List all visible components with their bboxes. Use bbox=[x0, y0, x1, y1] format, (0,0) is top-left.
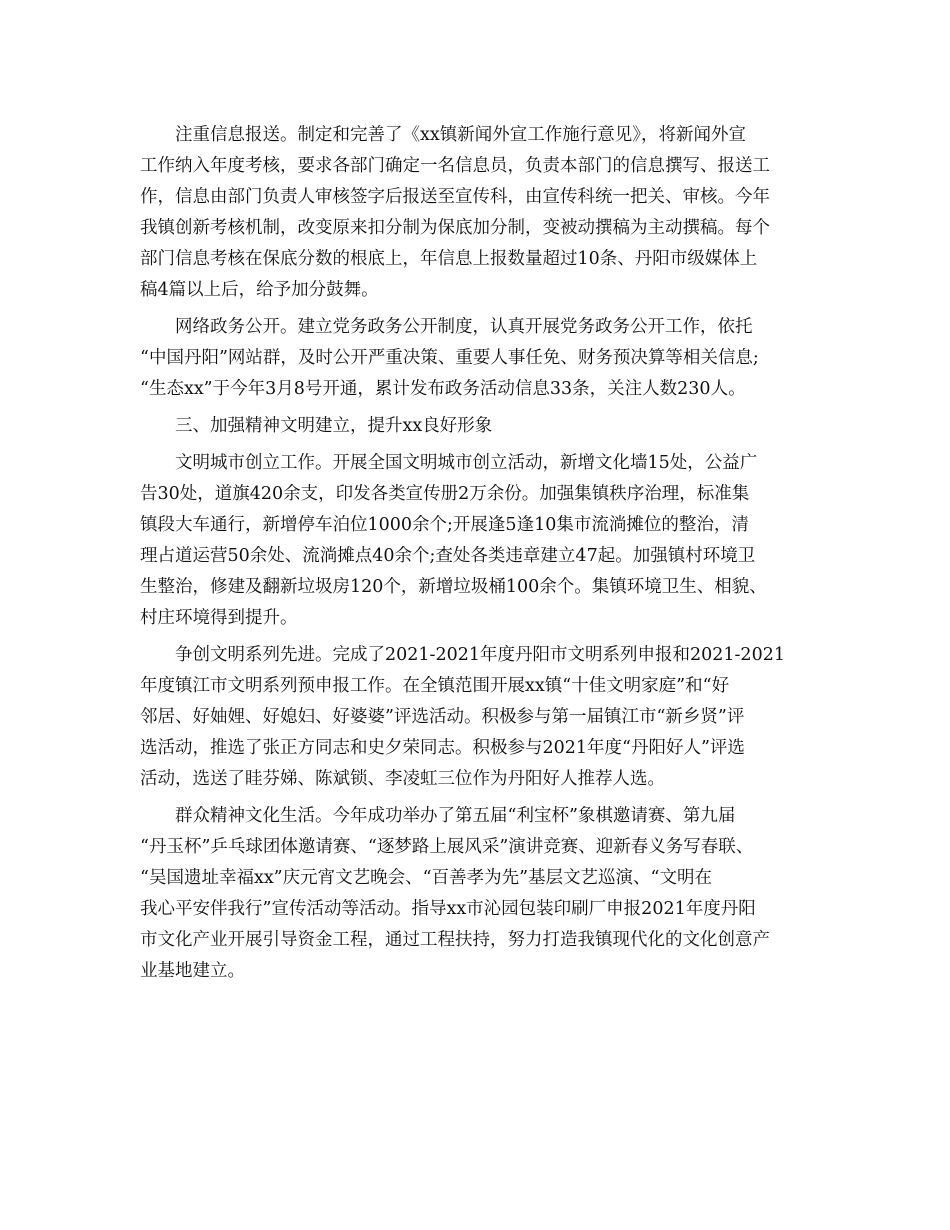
text-line: 工作纳入年度考核，要求各部门确定一名信息员，负责本部门的信息撰写、报送工 bbox=[140, 156, 770, 176]
text-line: 我镇创新考核机制，改变原来扣分制为保底加分制，变被动撰稿为主动撰稿。每个 bbox=[140, 218, 770, 238]
text-line: 年度镇江市文明系列预申报工作。在全镇范围开展xx镇“十佳文明家庭”和“好 bbox=[140, 676, 730, 696]
text-line: 文明城市创立工作。开展全国文明城市创立活动，新增文化墙15处，公益广 bbox=[175, 453, 758, 473]
text-line: 活动，选送了眭芬娣、陈斌锁、李凌虹三位作为丹阳好人推荐人选。 bbox=[140, 769, 665, 789]
text-line: 村庄环境得到提升。 bbox=[140, 608, 298, 628]
text-line: 我心平安伴我行”宣传活动等活动。指导xx市沁园包装印刷厂申报2021年度丹阳 bbox=[140, 899, 756, 919]
text-line: 网络政务公开。建立党务政务公开制度，认真开展党务政务公开工作，依托 bbox=[175, 317, 753, 337]
paragraph-civilization-series bbox=[140, 640, 810, 795]
text-line: 选活动，推选了张正方同志和史夕荣同志。积极参与2021年度“丹阳好人”评选 bbox=[140, 738, 745, 758]
text-line: “丹玉杯”乒乓球团体邀请赛、“逐梦路上展风采”演讲竞赛、迎新春义务写春联、 bbox=[140, 837, 754, 857]
text-line: 作，信息由部门负责人审核签字后报送至宣传科，由宣传科统一把关、审核。今年 bbox=[140, 187, 770, 207]
section-heading bbox=[140, 411, 810, 442]
heading-text: 三、加强精神文明建立，提升xx良好形象 bbox=[175, 416, 493, 436]
text-line: 群众精神文化生活。今年成功举办了第五届“利宝杯”象棋邀请赛、第九届 bbox=[175, 806, 736, 826]
text-line: 理占道运营50余处、流淌摊点40余个;查处各类违章建立47起。加强镇村环境卫 bbox=[140, 546, 756, 566]
text-line: “生态xx”于今年3月8号开通，累计发布政务活动信息33条，关注人数230人。 bbox=[140, 379, 746, 399]
paragraph-cultural-life bbox=[140, 801, 810, 987]
paragraph-online-disclosure bbox=[140, 312, 810, 405]
document-page bbox=[140, 120, 810, 993]
text-line: 邻居、好妯娌、好媳妇、好婆婆”评选活动。积极参与第一届镇江市“新乡贤”评 bbox=[140, 707, 745, 727]
text-line: 市文化产业开展引导资金工程，通过工程扶持，努力打造我镇现代化的文化创意产 bbox=[140, 930, 770, 950]
text-line: 稿4篇以上后，给予加分鼓舞。 bbox=[140, 280, 379, 300]
paragraph-info-reporting bbox=[140, 120, 810, 306]
text-line: “中国丹阳”网站群，及时公开严重决策、重要人事任免、财务预决算等相关信息; bbox=[140, 348, 759, 368]
text-line: 告30处，道旗420余支，印发各类宣传册2万余份。加强集镇秩序治理，标准集 bbox=[140, 484, 750, 504]
text-line: 镇段大车通行，新增停车泊位1000余个;开展逢5逢10集市流淌摊位的整治，清 bbox=[140, 515, 749, 535]
text-line: 业基地建立。 bbox=[140, 961, 245, 981]
text-line: 争创文明系列先进。完成了2021-2021年度丹阳市文明系列申报和2021-2021 bbox=[175, 645, 785, 665]
text-line: 注重信息报送。制定和完善了《xx镇新闻外宣工作施行意见》，将新闻外宣 bbox=[175, 125, 746, 145]
text-line: 生整治，修建及翻新垃圾房120个，新增垃圾桶100余个。集镇环境卫生、相貌、 bbox=[140, 577, 767, 597]
text-line: “吴国遗址幸福xx”庆元宵文艺晚会、“百善孝为先”基层文艺巡演、“文明在 bbox=[140, 868, 712, 888]
paragraph-civilized-city bbox=[140, 448, 810, 634]
text-line: 部门信息考核在保底分数的根底上，年信息上报数量超过10条、丹阳市级媒体上 bbox=[140, 249, 758, 269]
